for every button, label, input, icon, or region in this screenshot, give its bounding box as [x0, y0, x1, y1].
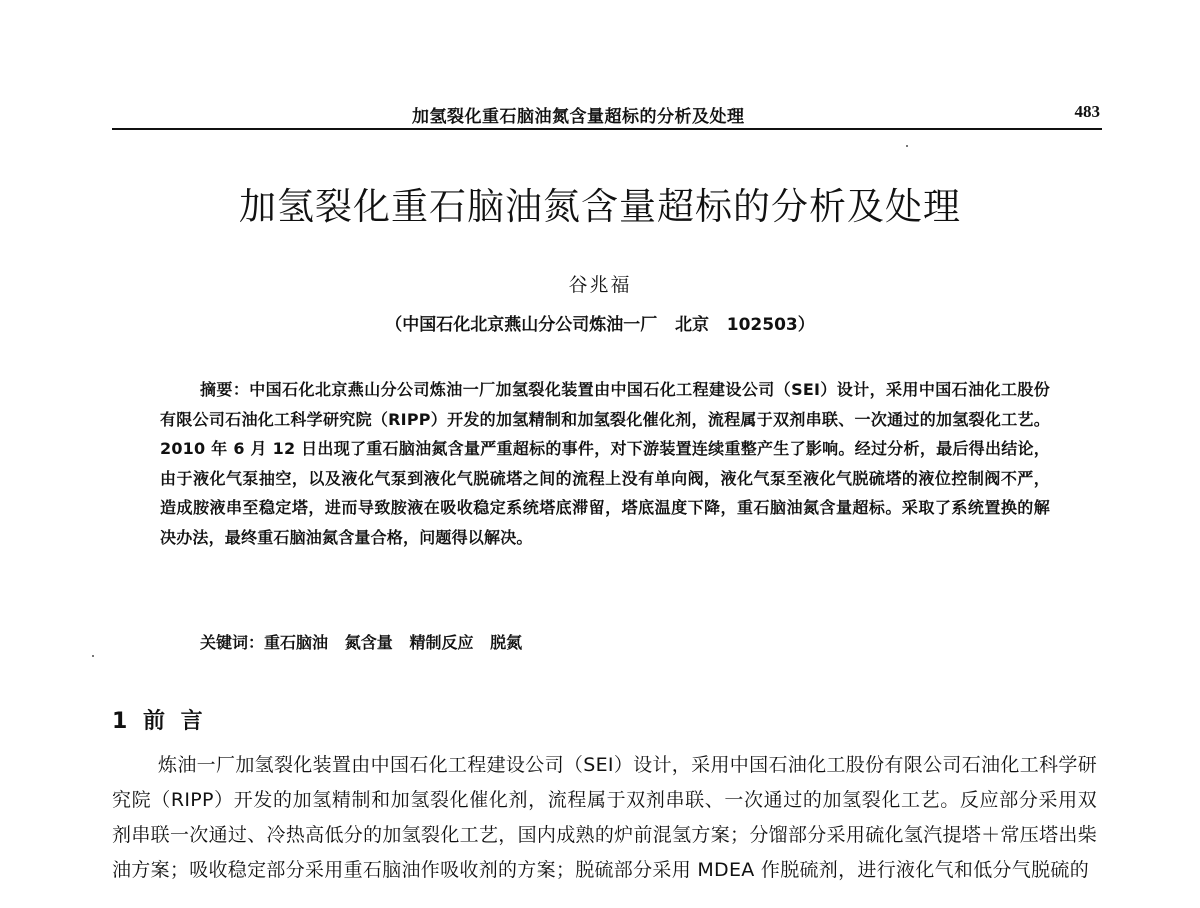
author-name: 谷兆福: [568, 274, 632, 296]
author-affiliation: （中国石化北京燕山分公司炼油一厂 北京 102503）: [385, 315, 815, 335]
keywords-list: 重石脑油 氮含量 精制反应 脱氮: [264, 633, 523, 652]
page-number: 483: [1074, 102, 1100, 121]
abstract-text: 中国石化北京燕山分公司炼油一厂加氢裂化装置由中国石化工程建设公司（SEI）设计，采用中国石油化工股份有限公司石油化工科学研究院（RIPP）开发的加氢精制和加氢裂化催化剂，流程属于双剂串联、一次通过的加氢裂化工艺。2010 年 6 月 12 日出现了重石脑油氮含量严重超标的事件，对下游装置连续重整产生了影响。经过分析，最后得出结论，由于液化气泵抽空，以及液化气泵到液化气脱硫塔之间的流程上没有单向阀，液化气泵至液化气脱硫塔的液位控制阀不严，造成胺液串至稳定塔，进而导致胺液在吸收稳定系统塔底滞留，塔底温度下降，重石脑油氮含量超标。采取了系统置换的解决办法，最终重石脑油氮含量合格，问题得以解决。: [160, 380, 1050, 547]
abstract-label: 摘要：: [200, 380, 250, 399]
section-heading: 1 前 言: [112, 709, 207, 734]
keywords: [200, 630, 522, 653]
abstract-paragraph: [160, 375, 1050, 552]
paper-title: 加氢裂化重石脑油氮含量超标的分析及处理: [239, 185, 961, 228]
abstract: [160, 375, 1050, 552]
running-header: [112, 98, 1102, 130]
scan-speck: [92, 655, 94, 657]
running-title: 加氢裂化重石脑油氮含量超标的分析及处理: [412, 107, 745, 127]
keywords-label: 关键词：: [200, 633, 265, 652]
scan-speck: [906, 145, 908, 147]
body-paragraph: 炼油一厂加氢裂化装置由中国石化工程建设公司（SEI）设计，采用中国石油化工股份有限公司石油化工科学研究院（RIPP）开发的加氢精制和加氢裂化催化剂，流程属于双剂串联、一次通过的加氢裂化工艺。反应部分采用双剂串联一次通过、冷热高低分的加氢裂化工艺，国内成熟的炉前混氢方案；分馏部分采用硫化氢汽提塔＋常压塔出柴油方案；吸收稳定部分采用重石脑油作吸收剂的方案；脱硫部分采用 MDEA 作脱硫剂，进行液化气和低分气脱硫的: [112, 754, 1097, 881]
